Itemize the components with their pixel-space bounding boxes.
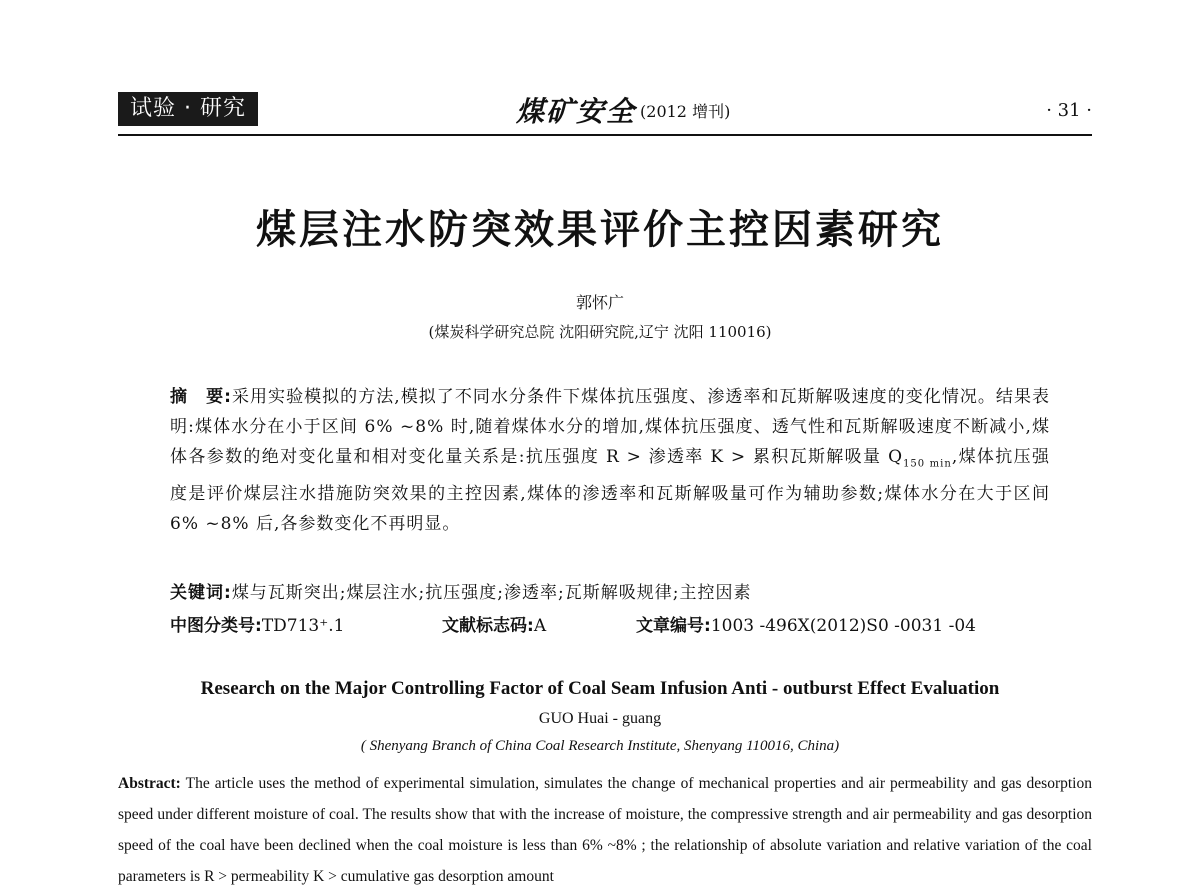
article-value: 1003 -496X(2012)S0 -0031 -04 <box>710 616 976 636</box>
article-number <box>636 611 976 636</box>
keywords-text: 煤与瓦斯突出;煤层注水;抗压强度;渗透率;瓦斯解吸规律;主控因素 <box>231 583 752 603</box>
clc-number <box>170 611 344 636</box>
page-number: · 31 · <box>1046 100 1092 121</box>
article-label: 文章编号: <box>636 616 711 636</box>
journal-masthead <box>516 90 730 130</box>
english-affiliation: ( Shenyang Branch of China Coal Research Institute, Shenyang 110016, China) <box>360 738 840 754</box>
keywords-label: 关键词: <box>170 583 232 603</box>
paper-title: 煤层注水防突效果评价主控因素研究 <box>256 207 944 253</box>
abstract-text-part1: 采用实验模拟的方法,模拟了不同水分条件下煤体抗压强度、渗透率和瓦斯解吸速度的变化情况。结果表明:煤体水分在小于区间 6% ~8% 时,随着煤体水分的增加,煤体抗压强度、透气性和瓦斯解吸速度不断减小,煤体各参数的绝对变化量和相对变化量关系是:抗压强度 R > 渗透率 K > 累积瓦斯解吸量 Q <box>170 387 1050 467</box>
author: 郭怀广 <box>575 293 624 312</box>
journal-name: 煤矿安全 <box>516 95 637 128</box>
abstract-label: 摘 要: <box>170 387 232 407</box>
page-header <box>118 90 1092 138</box>
english-abstract-text: The article uses the method of experimental simulation, simulates the change of mechanical properties and air permeability and gas desorption speed under different moisture of coal. The results show that with the increase of moisture, the compressive strength and air permeability and gas desorption speed of the coal have been declined when the coal moisture is less than 6% ~8% ; the relationship of absolute variation and relative variation of the coal parameters is R > permeability K > cumulative gas desorption amount <box>118 775 1092 885</box>
abstract-subscript: 150 min <box>903 458 952 470</box>
keywords <box>170 578 751 603</box>
clc-label: 中图分类号: <box>170 616 262 636</box>
english-author: GUO Huai - guang <box>538 710 662 727</box>
journal-issue: (2012 增刊) <box>640 101 731 121</box>
doc-label: 文献标志码: <box>442 616 534 636</box>
chinese-abstract <box>170 382 1050 539</box>
header-rule <box>118 134 1092 136</box>
doc-value: A <box>533 616 547 636</box>
english-abstract-label: Abstract: <box>118 775 181 792</box>
abstract-text-part2: ,煤体抗压强度是评价煤层注水措施防突效果的主控因素,煤体的渗透率和瓦斯解吸量可作为辅助参数;煤体水分在大于区间 6% ~8% 后,各参数变化不再明显。 <box>170 447 1050 535</box>
document-code <box>442 611 546 636</box>
affiliation: (煤炭科学研究总院 沈阳研究院,辽宁 沈阳 110016) <box>428 323 772 341</box>
section-tag: 试验 · 研究 <box>118 92 258 126</box>
clc-value: TD713⁺.1 <box>261 616 345 636</box>
english-title: Research on the Major Controlling Factor of Coal Seam Infusion Anti - outburst Effect Evaluation <box>200 678 1000 699</box>
english-abstract <box>118 768 1092 892</box>
